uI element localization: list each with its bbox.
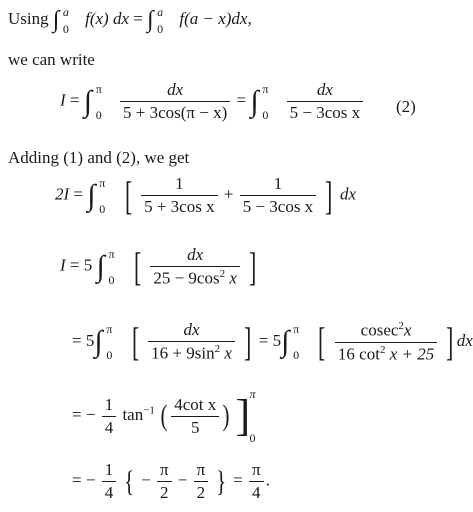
equation-antiderivative — [72, 387, 256, 445]
upper-limit: π — [293, 322, 300, 337]
equals: = — [72, 331, 82, 351]
denominator: 5 — [190, 417, 200, 437]
formula-property — [8, 5, 252, 36]
minus: − — [141, 470, 151, 490]
minus: − — [85, 404, 96, 424]
fraction — [194, 460, 209, 503]
var-I: I — [60, 255, 66, 275]
denominator: 5 + 3cos(π − x) — [123, 103, 228, 122]
denominator: 16 $\cot^2 x + 25$ — [337, 343, 435, 364]
left-bracket: [ — [318, 319, 326, 365]
text-adding: Adding (1) and (2), we get — [8, 148, 190, 167]
numerator: dx — [148, 320, 235, 342]
fraction — [150, 245, 240, 289]
equals: = — [236, 90, 247, 110]
equals: = — [73, 184, 84, 204]
period: . — [265, 470, 270, 490]
equation-substitution — [72, 320, 473, 364]
fraction — [157, 460, 172, 503]
differential: dx — [112, 8, 130, 28]
equation-half — [60, 245, 259, 289]
lower-limit: 0 — [99, 201, 106, 216]
lower-limit: 0 — [293, 348, 300, 363]
numerator: 1 — [141, 174, 218, 196]
lower-limit: 0 — [62, 22, 69, 36]
integral-sign: ∫ a 0 — [147, 5, 164, 36]
numerator: π — [157, 460, 172, 482]
fraction — [102, 460, 117, 503]
left-brace: { — [124, 464, 135, 498]
denominator: $16 + 9\sin^2$ x — [151, 343, 232, 363]
integrand: f(x) — [85, 8, 109, 28]
differential: dx — [340, 184, 357, 204]
integral-sign: ∫ π 0 — [87, 175, 106, 216]
integral-sign: ∫ π 0 — [250, 81, 269, 122]
upper-limit: π — [108, 246, 115, 261]
fraction — [120, 80, 230, 123]
upper-limit: a — [62, 5, 69, 19]
equals: = — [72, 404, 82, 424]
left-bracket: [ — [131, 319, 139, 365]
equals: = — [72, 470, 82, 490]
right-bracket: ] — [244, 319, 252, 365]
var-2I: 2I — [55, 184, 70, 204]
equals: = — [258, 331, 269, 351]
right-brace: } — [216, 464, 227, 498]
integral-sign: ∫ π 0 — [96, 246, 115, 287]
denominator: 5 + 3cos x — [144, 197, 215, 216]
coefficient: 5 — [272, 331, 282, 351]
upper-limit: π — [262, 81, 269, 96]
numerator: dx — [287, 80, 364, 102]
numerator: dx — [150, 245, 240, 267]
numerator: 4cot x — [171, 395, 219, 417]
fraction — [102, 395, 117, 438]
fraction-final — [249, 460, 264, 503]
integral-sign: ∫ π 0 — [281, 322, 300, 363]
equals: = — [233, 470, 243, 490]
right-paren: ) — [222, 399, 230, 432]
equals: = — [69, 255, 80, 275]
denominator: 4 — [252, 483, 261, 502]
lower-limit: 0 — [157, 22, 164, 36]
fraction — [335, 320, 437, 364]
right-bracket: ] — [446, 319, 454, 365]
denominator: 5 − 3cos x — [242, 197, 314, 216]
numerator: π — [194, 460, 209, 482]
denominator: 5 − 3cos x — [289, 103, 361, 122]
equals: = — [133, 8, 143, 28]
denominator: 4 — [104, 483, 114, 502]
numerator: dx — [120, 80, 230, 102]
left-bracket: [ — [133, 243, 142, 289]
evaluation-bracket: ] π 0 — [235, 387, 256, 445]
numerator: π — [249, 460, 264, 482]
upper-limit: a — [157, 5, 164, 19]
right-bracket: ] — [325, 172, 333, 218]
equation-result — [72, 460, 270, 503]
denominator: 2 — [196, 483, 206, 502]
denominator: $25 - 9\cos^2$ x — [153, 268, 237, 288]
numerator: 1 — [102, 460, 117, 482]
upper-limit: π — [99, 175, 106, 190]
denominator: 4 — [104, 417, 114, 437]
integral-sign: ∫ a 0 — [52, 5, 69, 36]
integral-sign: ∫ π 0 — [94, 322, 113, 363]
coefficient: 5 — [83, 255, 93, 275]
equation-number: (2) — [396, 97, 416, 116]
minus: − — [85, 470, 96, 490]
var-I: I — [60, 90, 66, 110]
equation-sum — [55, 174, 356, 217]
integrand: f(a − x)dx, — [179, 8, 252, 28]
lower-limit: 0 — [108, 272, 115, 287]
numerator: 1 — [240, 174, 317, 196]
right-bracket: ] — [249, 243, 257, 289]
plus: + — [223, 184, 234, 204]
numerator: 1 — [102, 395, 117, 417]
coefficient: 5 — [85, 331, 95, 351]
tan-inverse: $\tan^{-1}$ — [122, 404, 155, 424]
numerator: cosec$^2$x — [335, 320, 437, 343]
lower-limit: 0 — [106, 348, 113, 363]
fraction — [148, 320, 235, 364]
denominator: 2 — [159, 483, 169, 502]
fraction — [171, 395, 219, 438]
integral-sign: ∫ π 0 — [83, 81, 102, 122]
upper-limit: π — [95, 81, 102, 96]
fraction — [141, 174, 218, 217]
differential: dx — [456, 331, 473, 351]
left-paren: ( — [160, 399, 168, 432]
fraction — [240, 174, 317, 217]
text-using: Using — [8, 8, 49, 28]
lower-limit: 0 — [95, 107, 102, 122]
fraction — [287, 80, 364, 123]
lower-limit: 0 — [262, 107, 269, 122]
equation-2 — [60, 80, 365, 123]
upper-limit: π — [106, 322, 113, 337]
text-we-can-write: we can write — [8, 50, 95, 69]
equals: = — [69, 90, 80, 110]
left-bracket: [ — [124, 172, 132, 218]
minus: − — [177, 470, 188, 490]
